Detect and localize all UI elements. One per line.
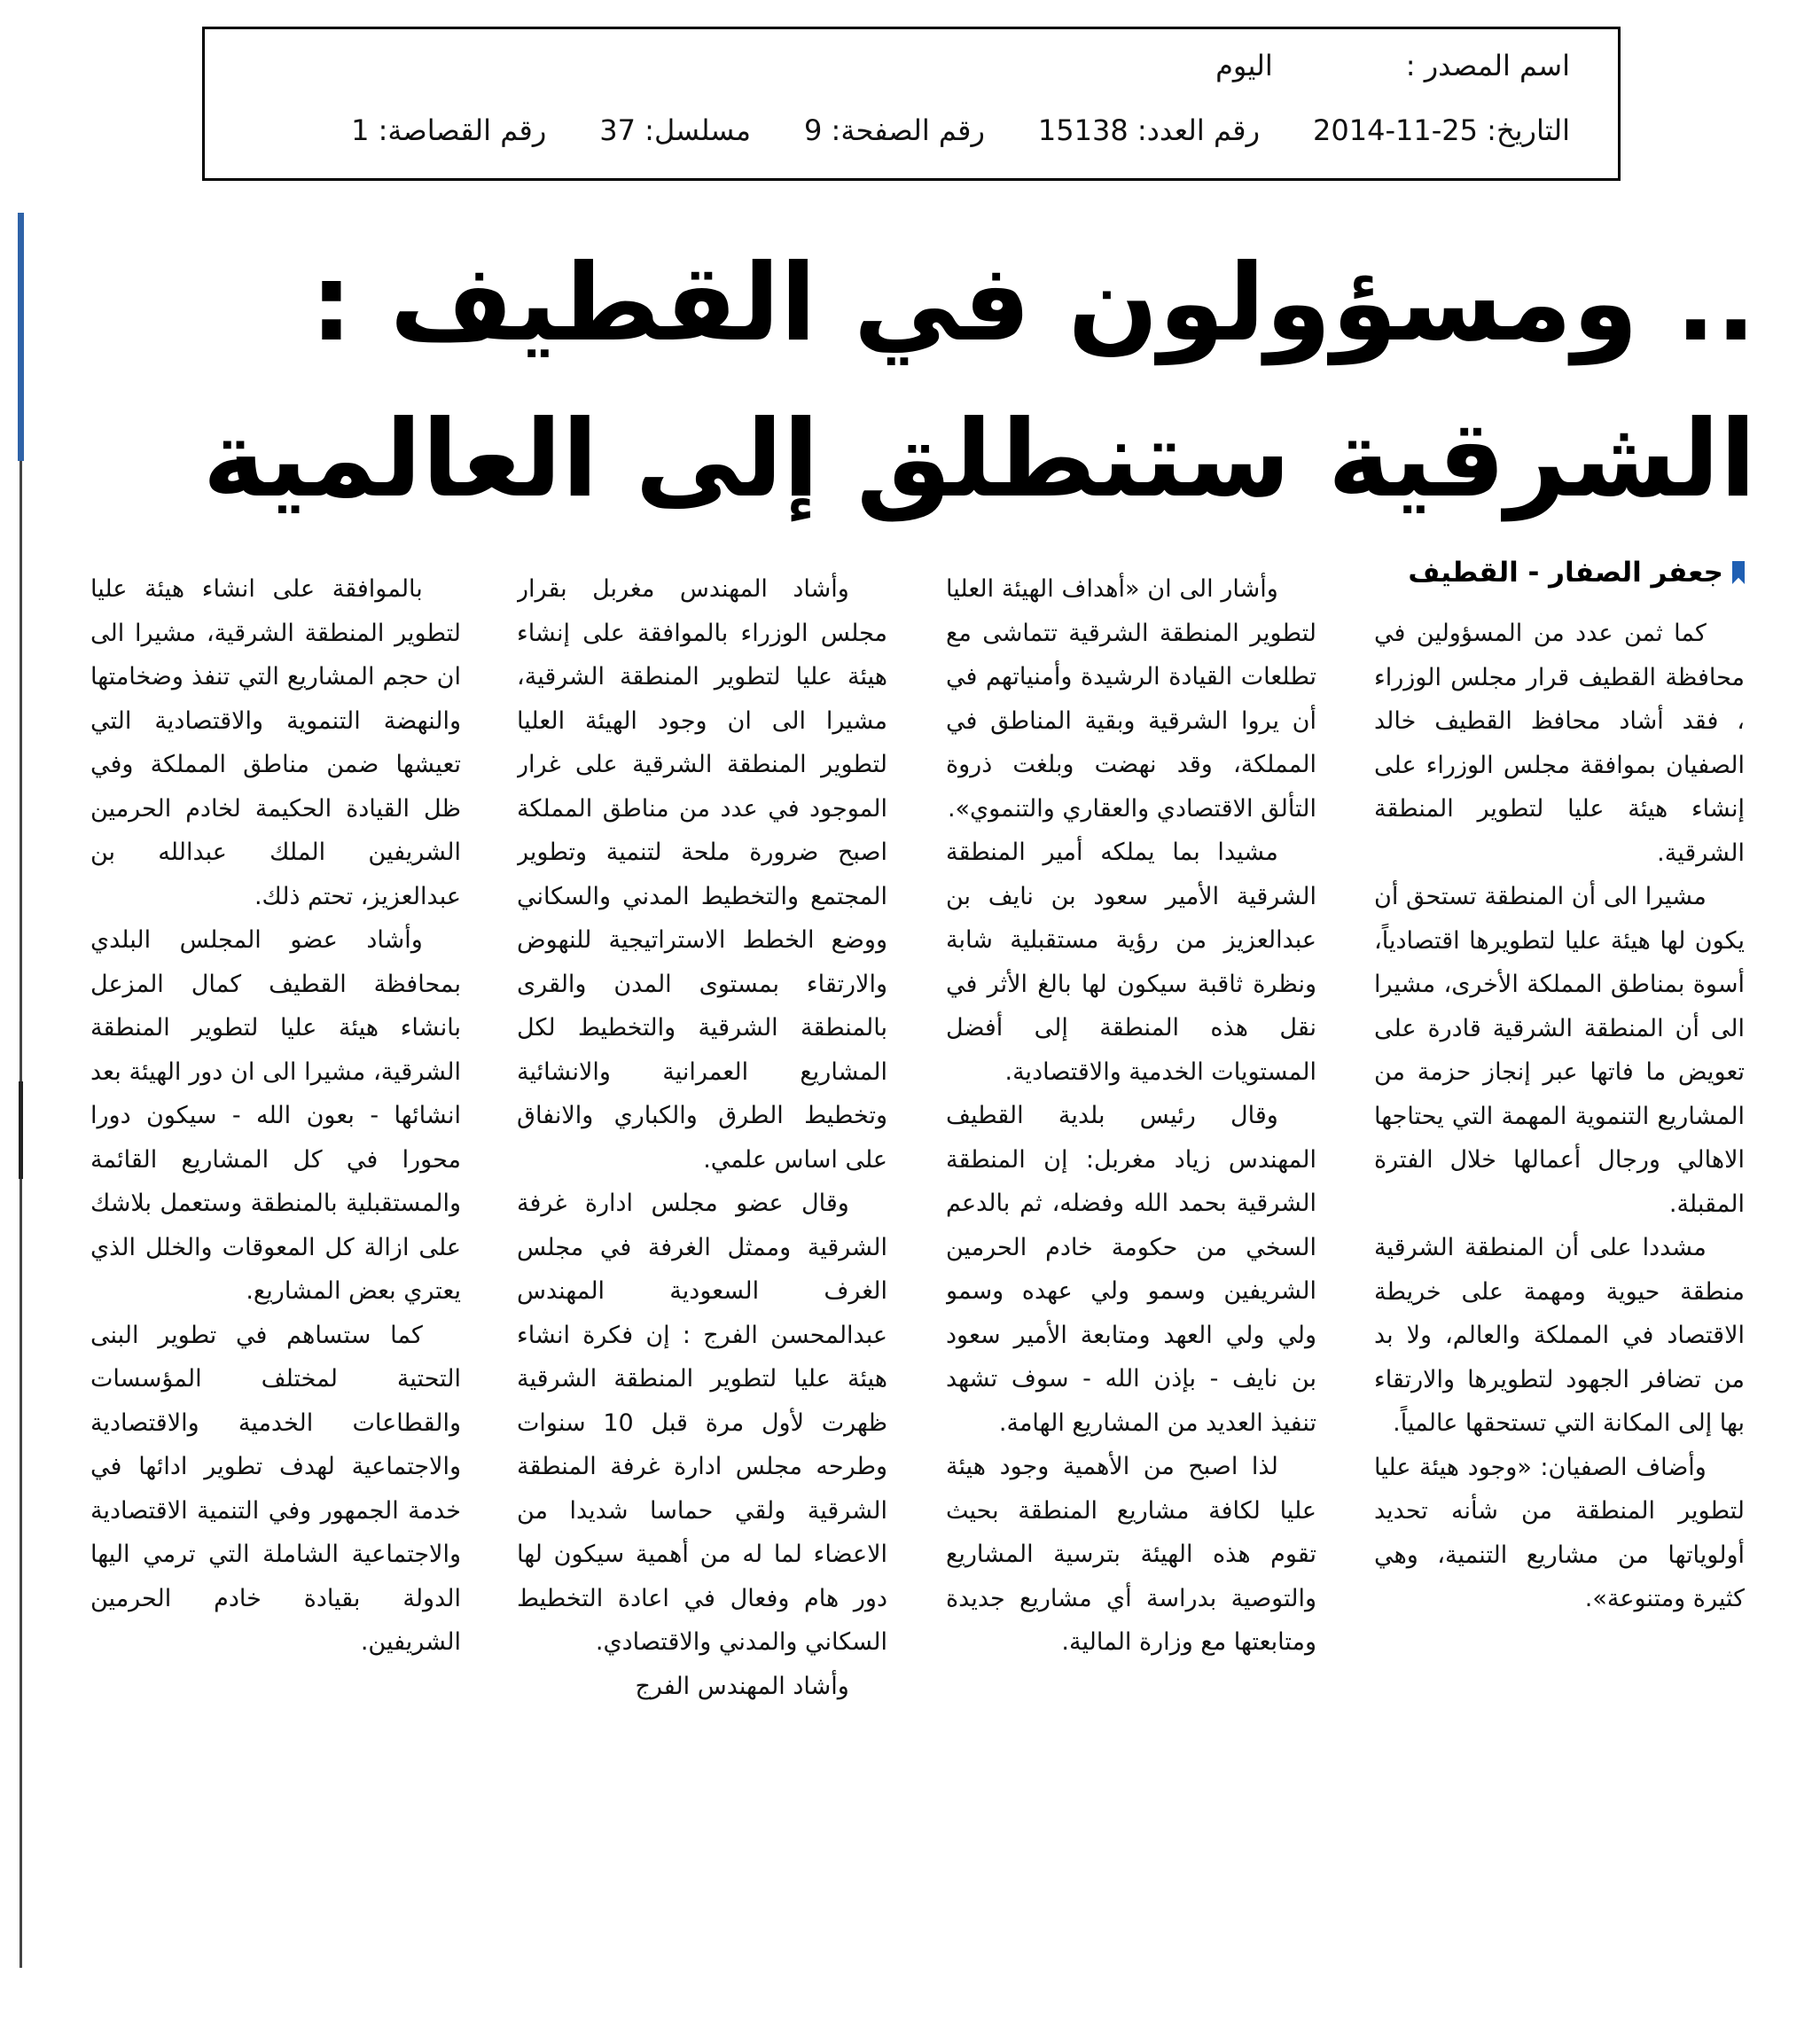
article-column-2	[946, 567, 1316, 1915]
source-value: اليوم	[1215, 49, 1273, 82]
paragraph: بالموافقة على انشاء هيئة عليا لتطوير المنطقة الشرقية، مشيرا الى ان حجم المشاريع التي تنفذ وضخامتها والنهضة التنموية والاقتصادية التي تعيشها ضمن مناطق المملكة وفي ظل القيادة الحكيمة لخادم الحرمين الشريفين الملك عبدالله بن عبدالعزيز، تحتم ذلك.	[90, 575, 461, 910]
paragraph: كما ثمن عدد من المسؤولين في محافظة القطيف قرار مجلس الوزراء ، فقد أشاد محافظ القطيف خالد الصفيان بموافقة مجلس الوزراء على إنشاء هيئة عليا لتطوير المنطقة الشرقية.	[1374, 620, 1745, 867]
paragraph: مشيرا الى أن المنطقة تستحق أن يكون لها هيئة عليا لتطويرها اقتصادياً، أسوة بمناطق المملكة الأخرى، مشيرا الى أن المنطقة الشرقية قادرة على تعويض ما فاتها عبر إنجاز حزمة من المشاريع التنموية المهمة التي يحتاجها الاهالي ورجال أعمالها خلال الفترة المقبلة.	[1374, 883, 1745, 1218]
paragraph: مشيدا بما يملكه أمير المنطقة الشرقية الأمير سعود بن نايف بن عبدالعزيز من رؤية مستقبلية شابة ونظرة ثاقبة سيكون لها بالغ الأثر في نقل هذه المنطقة إلى أفضل المستويات الخدمية والاقتصادية.	[946, 839, 1316, 1086]
source-row	[1215, 49, 1570, 82]
left-margin-marker	[19, 1081, 23, 1179]
article-column-4	[90, 567, 461, 1915]
paragraph: وأشاد المهندس مغربل بقرار مجلس الوزراء بالموافقة على إنشاء هيئة عليا لتطوير المنطقة الشرقية، مشيرا الى ان وجود الهيئة العليا لتطوير المنطقة الشرقية على غرار الموجود في عدد من مناطق المملكة اصبح ضرورة ملحة لتنمية وتطوير المجتمع والتخطيط المدني والسكاني ووضع الخطط الاستراتيجية للنهوض والارتقاء بمستوى المدن والقرى بالمنطقة الشرقية والتخطيط لكل المشاريع العمرانية والانشائية وتخطيط الطرق والكباري والانفاق على اساس علمي.	[517, 575, 887, 1174]
paragraph: وقال عضو مجلس ادارة غرفة الشرقية وممثل الغرفة في مجلس الغرف السعودية المهندس عبدالمحسن الفرج : إن فكرة انشاء هيئة عليا لتطوير المنطقة الشرقية ظهرت لأول مرة قبل 10 سنوات وطرحه مجلس ادارة غرفة المنطقة الشرقية ولقي حماسا شديدا من الاعضاء لما له من أهمية سيكون لها دور هام وفعال في اعادة التخطيط السكاني والمدني والاقتصادي.	[517, 1190, 887, 1656]
article-headline: .. ومسؤولون في القطيف : الشرقية ستنطلق إلى العالمية	[202, 242, 1756, 521]
bookmark-icon	[1732, 561, 1745, 584]
paragraph: مشددا على أن المنطقة الشرقية منطقة حيوية ومهمة على خريطة الاقتصاد في المملكة والعالم، ولا بد من تضافر الجهود لتطويرها والارتقاء بها إلى المكانة التي تستحقها عالمياً.	[1374, 1234, 1745, 1437]
source-info-box	[202, 27, 1621, 181]
paragraph: وأشاد المهندس الفرج	[635, 1672, 849, 1700]
clip-number-field: رقم القصاصة: 1	[351, 113, 547, 147]
serial-field: مسلسل: 37	[599, 113, 751, 147]
byline-text: جعفر الصفار - القطيف	[1408, 557, 1723, 589]
paragraph: كما ستساهم في تطوير البنى التحتية لمختلف المؤسسات والقطاعات الخدمية والاقتصادية والاجتماعية لهدف تطوير ادائها في خدمة الجمهور وفي التنمية الاقتصادية والاجتماعية الشاملة التي ترمي اليها الدولة بقيادة خادم الحرمين الشريفين.	[90, 1321, 461, 1656]
page-number-field: رقم الصفحة: 9	[804, 113, 985, 147]
left-margin-blue-bar	[18, 213, 24, 461]
issue-info-row	[351, 113, 1570, 147]
left-margin-rule	[20, 461, 22, 1968]
paragraph: وأشاد عضو المجلس البلدي بمحافظة القطيف كمال المزعل بانشاء هيئة عليا لتطوير المنطقة الشرقية، مشيرا الى ان دور الهيئة بعد انشائها - بعون الله - سيكون دورا محورا في كل المشاريع القائمة والمستقبلية بالمنطقة وستعمل بلاشك على ازالة كل المعوقات والخلل الذي يعتري بعض المشاريع.	[90, 926, 461, 1305]
paragraph: لذا اصبح من الأهمية وجود هيئة عليا لكافة مشاريع المنطقة بحيث تقوم هذه الهيئة بترسية المشاريع والتوصية بدراسة أي مشاريع جديدة ومتابعتها مع وزارة المالية.	[946, 1453, 1316, 1656]
paragraph: وقال رئيس بلدية القطيف المهندس زياد مغربل: إن المنطقة الشرقية بحمد الله وفضله، ثم بالدعم السخي من حكومة خادم الحرمين الشريفين وسمو ولي عهده وسمو ولي ولي العهد ومتابعة الأمير سعود بن نايف - بإذن الله - سوف تشهد تنفيذ العديد من المشاريع الهامة.	[946, 1102, 1316, 1437]
source-label: اسم المصدر :	[1405, 49, 1570, 82]
article-byline	[1408, 557, 1745, 589]
paragraph: وأضاف الصفيان: «وجود هيئة عليا لتطوير المنطقة من شأنه تحديد أولوياتها من مشاريع التنمية، وهي كثيرة ومتنوعة».	[1374, 1453, 1745, 1612]
article-column-1	[1374, 612, 1745, 1959]
article-column-3	[517, 567, 887, 1915]
date-field: التاريخ: 25-11-2014	[1313, 113, 1570, 147]
issue-number-field: رقم العدد: 15138	[1037, 113, 1261, 147]
paragraph: وأشار الى ان «أهداف الهيئة العليا لتطوير المنطقة الشرقية تتماشى مع تطلعات القيادة الرشيدة وأمنياتهم في أن يروا الشرقية وبقية المناطق في المملكة، وقد نهضت وبلغت ذروة التألق الاقتصادي والعقاري والتنموي».	[946, 575, 1316, 823]
